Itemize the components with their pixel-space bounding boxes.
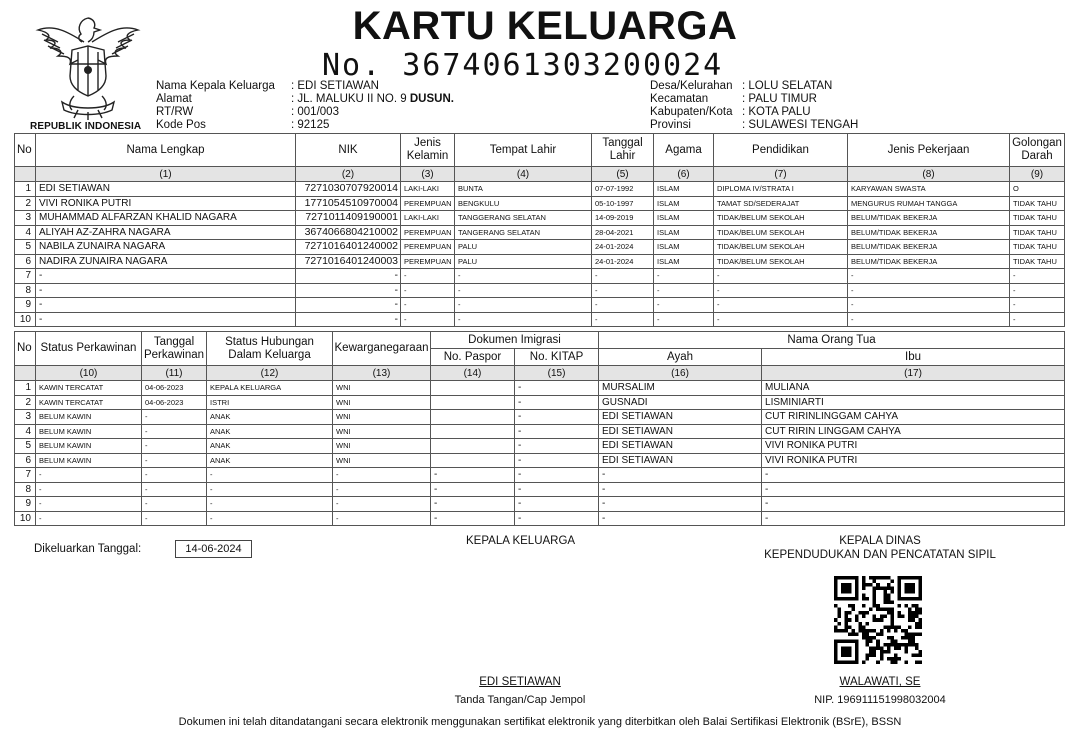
info-label: Kecamatan: [650, 93, 709, 105]
ayah-cell: GUSNADI: [599, 395, 762, 410]
no-paspor-cell: -: [431, 511, 515, 526]
golongan-darah-cell: -: [1010, 283, 1065, 298]
col-number: (5): [592, 167, 654, 182]
agama-cell: ISLAM: [654, 225, 714, 240]
row-number-cell: 5: [15, 439, 36, 454]
col-number: (12): [207, 366, 333, 381]
no-paspor-cell: -: [431, 468, 515, 483]
table-row: [15, 269, 1065, 284]
status-hubungan-cell: KEPALA KELUARGA: [207, 381, 333, 396]
ibu-cell: LISMINIARTI: [762, 395, 1065, 410]
status-perkawinan-cell: -: [36, 511, 142, 526]
kepala-keluarga-label: KEPALA KELUARGA: [466, 535, 576, 547]
table-row: [15, 211, 1065, 226]
tanggal-perkawinan-cell: -: [142, 468, 207, 483]
nik-cell: 1771054510970004: [296, 196, 401, 211]
agama-cell: ISLAM: [654, 254, 714, 269]
official-name: WALAWATI, SE: [839, 676, 921, 688]
col-number: (11): [142, 366, 207, 381]
tanggal-lahir-cell: 14-09-2019: [592, 211, 654, 226]
pendidikan-cell: TIDAK/BELUM SEKOLAH: [714, 240, 848, 255]
info-value: : LOLU SELATAN: [742, 80, 833, 92]
row-number-cell: 6: [15, 254, 36, 269]
tempat-lahir-cell: PALU: [455, 254, 592, 269]
col-header: Jenis Pekerjaan: [848, 134, 1010, 167]
agama-cell: ISLAM: [654, 182, 714, 197]
col-header: No. Paspor: [431, 349, 515, 366]
no-kitap-cell: -: [515, 482, 599, 497]
agama-cell: -: [654, 298, 714, 313]
golongan-darah-cell: TIDAK TAHU: [1010, 225, 1065, 240]
jenis-pekerjaan-cell: KARYAWAN SWASTA: [848, 182, 1010, 197]
info-label: Desa/Kelurahan: [650, 80, 733, 92]
nik-cell: 7271030707920014: [296, 182, 401, 197]
tempat-lahir-cell: TANGGERANG SELATAN: [455, 211, 592, 226]
jenis-kelamin-cell: -: [401, 298, 455, 313]
agama-cell: ISLAM: [654, 196, 714, 211]
row-number-cell: 10: [15, 511, 36, 526]
status-perkawinan-cell: KAWIN TERCATAT: [36, 395, 142, 410]
info-label: RT/RW: [156, 106, 194, 118]
jenis-kelamin-cell: PEREMPUAN: [401, 196, 455, 211]
col-number: (13): [333, 366, 431, 381]
row-number-cell: 2: [15, 395, 36, 410]
tanggal-perkawinan-cell: -: [142, 497, 207, 512]
kepala-dinas-label: KEPALA DINAS: [839, 535, 921, 547]
kewarganegaraan-cell: -: [333, 497, 431, 512]
kewarganegaraan-cell: WNI: [333, 410, 431, 425]
jenis-pekerjaan-cell: BELUM/TIDAK BEKERJA: [848, 240, 1010, 255]
issued-date-label: Dikeluarkan Tanggal:: [34, 543, 142, 555]
col-number: (6): [654, 167, 714, 182]
ayah-cell: EDI SETIAWAN: [599, 424, 762, 439]
table-row: [15, 298, 1065, 313]
nik-cell: 7271016401240003: [296, 254, 401, 269]
tanggal-lahir-cell: -: [592, 298, 654, 313]
status-perkawinan-cell: BELUM KAWIN: [36, 410, 142, 425]
nik-cell: 3674066804210002: [296, 225, 401, 240]
nama-lengkap-cell: MUHAMMAD ALFARZAN KHALID NAGARA: [36, 211, 296, 226]
nama-lengkap-cell: -: [36, 298, 296, 313]
table-row: [15, 312, 1065, 327]
ayah-cell: EDI SETIAWAN: [599, 453, 762, 468]
nik-cell: 7271016401240002: [296, 240, 401, 255]
nik-cell: -: [296, 298, 401, 313]
status-hubungan-cell: ANAK: [207, 424, 333, 439]
golongan-darah-cell: -: [1010, 298, 1065, 313]
status-hubungan-cell: ANAK: [207, 439, 333, 454]
tanggal-perkawinan-cell: -: [142, 482, 207, 497]
col-number: (15): [515, 366, 599, 381]
agama-cell: ISLAM: [654, 240, 714, 255]
nama-lengkap-cell: -: [36, 269, 296, 284]
document-number: No. 3674061303200024: [322, 48, 724, 83]
ibu-cell: VIVI RONIKA PUTRI: [762, 439, 1065, 454]
table-row: [15, 254, 1065, 269]
jenis-kelamin-cell: -: [401, 283, 455, 298]
table-row: [15, 453, 1065, 468]
agama-cell: -: [654, 283, 714, 298]
pendidikan-cell: DIPLOMA IV/STRATA I: [714, 182, 848, 197]
jenis-kelamin-cell: PEREMPUAN: [401, 225, 455, 240]
info-label: Nama Kepala Keluarga: [156, 80, 275, 92]
row-number-cell: 1: [15, 182, 36, 197]
emblem-label: REPUBLIK INDONESIA: [30, 121, 142, 132]
row-number-cell: 4: [15, 424, 36, 439]
info-value: : 001/003: [291, 106, 339, 118]
info-value: : JL. MALUKU II NO. 9: [291, 93, 407, 105]
col-header: Pendidikan: [714, 134, 848, 167]
pendidikan-cell: -: [714, 269, 848, 284]
ayah-cell: -: [599, 511, 762, 526]
nama-lengkap-cell: -: [36, 283, 296, 298]
kewarganegaraan-cell: WNI: [333, 424, 431, 439]
golongan-darah-cell: -: [1010, 269, 1065, 284]
jenis-kelamin-cell: PEREMPUAN: [401, 254, 455, 269]
col-number: (9): [1010, 167, 1065, 182]
row-number-cell: 9: [15, 298, 36, 313]
tempat-lahir-cell: TANGERANG SELATAN: [455, 225, 592, 240]
no-paspor-cell: [431, 395, 515, 410]
pendidikan-cell: TAMAT SD/SEDERAJAT: [714, 196, 848, 211]
nama-lengkap-cell: EDI SETIAWAN: [36, 182, 296, 197]
golongan-darah-cell: TIDAK TAHU: [1010, 240, 1065, 255]
table-row: [15, 196, 1065, 211]
jenis-pekerjaan-cell: -: [848, 298, 1010, 313]
nik-cell: -: [296, 312, 401, 327]
col-header: Ayah: [599, 349, 762, 366]
col-header: Golongan Darah: [1010, 134, 1065, 167]
row-number-cell: 2: [15, 196, 36, 211]
col-header-group: Dokumen Imigrasi: [431, 332, 599, 349]
kewarganegaraan-cell: WNI: [333, 381, 431, 396]
status-hubungan-cell: ANAK: [207, 410, 333, 425]
row-number-cell: 7: [15, 269, 36, 284]
nik-cell: 7271011409190001: [296, 211, 401, 226]
tempat-lahir-cell: PALU: [455, 240, 592, 255]
nik-cell: -: [296, 269, 401, 284]
table-row: [15, 225, 1065, 240]
col-number: (7): [714, 167, 848, 182]
col-header: NIK: [296, 134, 401, 167]
nama-lengkap-cell: NABILA ZUNAIRA NAGARA: [36, 240, 296, 255]
info-value-extra: DUSUN.: [409, 93, 454, 105]
col-header: No. KITAP: [515, 349, 599, 366]
no-kitap-cell: -: [515, 424, 599, 439]
ayah-cell: EDI SETIAWAN: [599, 439, 762, 454]
tempat-lahir-cell: BENGKULU: [455, 196, 592, 211]
col-header: Ibu: [762, 349, 1065, 366]
jenis-kelamin-cell: -: [401, 269, 455, 284]
table-row: [15, 381, 1065, 396]
col-number: (10): [36, 366, 142, 381]
status-hubungan-cell: ISTRI: [207, 395, 333, 410]
jenis-pekerjaan-cell: -: [848, 269, 1010, 284]
col-header: Status Perkawinan: [36, 332, 142, 366]
jenis-pekerjaan-cell: BELUM/TIDAK BEKERJA: [848, 225, 1010, 240]
tanggal-perkawinan-cell: 04-06-2023: [142, 395, 207, 410]
table-row: [15, 482, 1065, 497]
nama-lengkap-cell: NADIRA ZUNAIRA NAGARA: [36, 254, 296, 269]
kewarganegaraan-cell: -: [333, 482, 431, 497]
document-title: KARTU KELUARGA: [352, 4, 738, 48]
tanggal-lahir-cell: 24-01-2024: [592, 254, 654, 269]
col-header: No: [15, 134, 36, 167]
col-header: Tanggal Perkawinan: [142, 332, 207, 366]
no-paspor-cell: [431, 410, 515, 425]
ibu-cell: VIVI RONIKA PUTRI: [762, 453, 1065, 468]
col-number: (17): [762, 366, 1065, 381]
col-number-spacer: [15, 366, 36, 381]
jenis-pekerjaan-cell: -: [848, 283, 1010, 298]
tanggal-lahir-cell: -: [592, 312, 654, 327]
tempat-lahir-cell: -: [455, 298, 592, 313]
ibu-cell: -: [762, 468, 1065, 483]
col-header: Tanggal Lahir: [592, 134, 654, 167]
golongan-darah-cell: -: [1010, 312, 1065, 327]
table-row: [15, 182, 1065, 197]
no-kitap-cell: -: [515, 511, 599, 526]
ibu-cell: -: [762, 511, 1065, 526]
col-header: Nama Lengkap: [36, 134, 296, 167]
signer-name: EDI SETIAWAN: [479, 676, 561, 688]
no-paspor-cell: [431, 439, 515, 454]
table-row: [15, 511, 1065, 526]
row-number-cell: 8: [15, 482, 36, 497]
nama-lengkap-cell: ALIYAH AZ-ZAHRA NAGARA: [36, 225, 296, 240]
no-kitap-cell: -: [515, 395, 599, 410]
col-header: Tempat Lahir: [455, 134, 592, 167]
info-value: : EDI SETIAWAN: [291, 80, 379, 92]
tanggal-lahir-cell: -: [592, 283, 654, 298]
no-paspor-cell: [431, 381, 515, 396]
table-row: [15, 410, 1065, 425]
golongan-darah-cell: TIDAK TAHU: [1010, 196, 1065, 211]
info-label: Kabupaten/Kota: [650, 106, 733, 118]
info-value: : KOTA PALU: [742, 106, 811, 118]
row-number-cell: 1: [15, 381, 36, 396]
jenis-pekerjaan-cell: -: [848, 312, 1010, 327]
col-header: Agama: [654, 134, 714, 167]
ibu-cell: CUT RIRINLINGGAM CAHYA: [762, 410, 1065, 425]
status-hubungan-cell: -: [207, 511, 333, 526]
kewarganegaraan-cell: -: [333, 468, 431, 483]
official-nip: NIP. 196911151998032004: [814, 694, 946, 706]
jenis-kelamin-cell: LAKI-LAKI: [401, 182, 455, 197]
tanggal-lahir-cell: 07-07-1992: [592, 182, 654, 197]
row-number-cell: 3: [15, 211, 36, 226]
row-number-cell: 6: [15, 453, 36, 468]
info-label: Alamat: [156, 93, 192, 105]
status-hubungan-cell: -: [207, 497, 333, 512]
table-row: [15, 424, 1065, 439]
jenis-pekerjaan-cell: BELUM/TIDAK BEKERJA: [848, 211, 1010, 226]
row-number-cell: 7: [15, 468, 36, 483]
tanggal-perkawinan-cell: -: [142, 410, 207, 425]
tempat-lahir-cell: -: [455, 312, 592, 327]
info-label: Provinsi: [650, 119, 691, 131]
golongan-darah-cell: TIDAK TAHU: [1010, 254, 1065, 269]
info-value: : PALU TIMUR: [742, 93, 817, 105]
jenis-pekerjaan-cell: BELUM/TIDAK BEKERJA: [848, 254, 1010, 269]
status-perkawinan-cell: -: [36, 468, 142, 483]
tanggal-perkawinan-cell: -: [142, 424, 207, 439]
golongan-darah-cell: TIDAK TAHU: [1010, 211, 1065, 226]
row-number-cell: 9: [15, 497, 36, 512]
col-header-group: Nama Orang Tua: [599, 332, 1065, 349]
jenis-kelamin-cell: -: [401, 312, 455, 327]
row-number-cell: 4: [15, 225, 36, 240]
table-row: [15, 395, 1065, 410]
status-perkawinan-cell: -: [36, 482, 142, 497]
jenis-kelamin-cell: LAKI-LAKI: [401, 211, 455, 226]
col-number: (16): [599, 366, 762, 381]
jenis-kelamin-cell: PEREMPUAN: [401, 240, 455, 255]
pendidikan-cell: -: [714, 298, 848, 313]
col-number: (3): [401, 167, 455, 182]
pendidikan-cell: -: [714, 283, 848, 298]
ibu-cell: CUT RIRIN LINGGAM CAHYA: [762, 424, 1065, 439]
col-number-spacer: [15, 167, 36, 182]
jenis-pekerjaan-cell: MENGURUS RUMAH TANGGA: [848, 196, 1010, 211]
status-perkawinan-cell: BELUM KAWIN: [36, 453, 142, 468]
no-kitap-cell: -: [515, 453, 599, 468]
col-number: (4): [455, 167, 592, 182]
nama-lengkap-cell: -: [36, 312, 296, 327]
col-number: (1): [36, 167, 296, 182]
row-number-cell: 10: [15, 312, 36, 327]
nik-cell: -: [296, 283, 401, 298]
col-number: (8): [848, 167, 1010, 182]
tanggal-perkawinan-cell: -: [142, 453, 207, 468]
table-row: [15, 240, 1065, 255]
no-paspor-cell: -: [431, 497, 515, 512]
kepala-dinas-department: KEPENDUDUKAN DAN PENCATATAN SIPIL: [764, 549, 996, 561]
tanggal-lahir-cell: 05-10-1997: [592, 196, 654, 211]
col-number: (2): [296, 167, 401, 182]
nama-lengkap-cell: VIVI RONIKA PUTRI: [36, 196, 296, 211]
table-row: [15, 439, 1065, 454]
issued-date-value: 14-06-2024: [175, 540, 252, 558]
garuda-emblem: [28, 12, 148, 120]
status-perkawinan-cell: BELUM KAWIN: [36, 439, 142, 454]
col-header: No: [15, 332, 36, 366]
no-kitap-cell: -: [515, 439, 599, 454]
no-paspor-cell: [431, 424, 515, 439]
table-row: [15, 497, 1065, 512]
tempat-lahir-cell: BUNTA: [455, 182, 592, 197]
ayah-cell: -: [599, 482, 762, 497]
col-header: Status Hubungan Dalam Keluarga: [207, 332, 333, 366]
agama-cell: ISLAM: [654, 211, 714, 226]
status-hubungan-cell: -: [207, 468, 333, 483]
no-paspor-cell: -: [431, 482, 515, 497]
ayah-cell: MURSALIM: [599, 381, 762, 396]
kewarganegaraan-cell: WNI: [333, 395, 431, 410]
tempat-lahir-cell: -: [455, 283, 592, 298]
tanggal-lahir-cell: 28-04-2021: [592, 225, 654, 240]
row-number-cell: 5: [15, 240, 36, 255]
col-header: Kewarganegaraan: [333, 332, 431, 366]
family-info-left: [156, 80, 454, 132]
info-value: : SULAWESI TENGAH: [742, 119, 859, 131]
agama-cell: -: [654, 269, 714, 284]
ibu-cell: MULIANA: [762, 381, 1065, 396]
ayah-cell: -: [599, 497, 762, 512]
ibu-cell: -: [762, 482, 1065, 497]
status-perkawinan-cell: KAWIN TERCATAT: [36, 381, 142, 396]
col-number: (14): [431, 366, 515, 381]
status-hubungan-cell: -: [207, 482, 333, 497]
tanggal-lahir-cell: 24-01-2024: [592, 240, 654, 255]
tempat-lahir-cell: -: [455, 269, 592, 284]
no-kitap-cell: -: [515, 410, 599, 425]
row-number-cell: 8: [15, 283, 36, 298]
qr-code-icon: [834, 576, 922, 664]
agama-cell: -: [654, 312, 714, 327]
pendidikan-cell: -: [714, 312, 848, 327]
pendidikan-cell: TIDAK/BELUM SEKOLAH: [714, 225, 848, 240]
ayah-cell: -: [599, 468, 762, 483]
status-table: [14, 331, 1065, 526]
e-signature-disclaimer: Dokumen ini telah ditandatangani secara elektronik menggunakan sertifikat elektronik yang diterbitkan oleh Balai Sertifikasi Elektronik (BSrE), BSSN: [178, 716, 902, 728]
ayah-cell: EDI SETIAWAN: [599, 410, 762, 425]
pendidikan-cell: TIDAK/BELUM SEKOLAH: [714, 211, 848, 226]
kewarganegaraan-cell: WNI: [333, 439, 431, 454]
col-header: Jenis Kelamin: [401, 134, 455, 167]
status-perkawinan-cell: BELUM KAWIN: [36, 424, 142, 439]
pendidikan-cell: TIDAK/BELUM SEKOLAH: [714, 254, 848, 269]
family-info-right: [650, 80, 858, 132]
tanggal-perkawinan-cell: -: [142, 439, 207, 454]
tanggal-perkawinan-cell: 04-06-2023: [142, 381, 207, 396]
table-row: [15, 468, 1065, 483]
kewarganegaraan-cell: WNI: [333, 453, 431, 468]
ibu-cell: -: [762, 497, 1065, 512]
row-number-cell: 3: [15, 410, 36, 425]
info-label: Kode Pos: [156, 119, 206, 131]
no-kitap-cell: -: [515, 497, 599, 512]
status-hubungan-cell: ANAK: [207, 453, 333, 468]
status-perkawinan-cell: -: [36, 497, 142, 512]
kewarganegaraan-cell: -: [333, 511, 431, 526]
no-paspor-cell: [431, 453, 515, 468]
no-kitap-cell: -: [515, 468, 599, 483]
members-table: [14, 133, 1065, 327]
info-value: : 92125: [291, 119, 330, 131]
golongan-darah-cell: O: [1010, 182, 1065, 197]
no-kitap-cell: -: [515, 381, 599, 396]
tanggal-lahir-cell: -: [592, 269, 654, 284]
tanggal-perkawinan-cell: -: [142, 511, 207, 526]
signer-caption: Tanda Tangan/Cap Jempol: [454, 694, 586, 706]
table-row: [15, 283, 1065, 298]
